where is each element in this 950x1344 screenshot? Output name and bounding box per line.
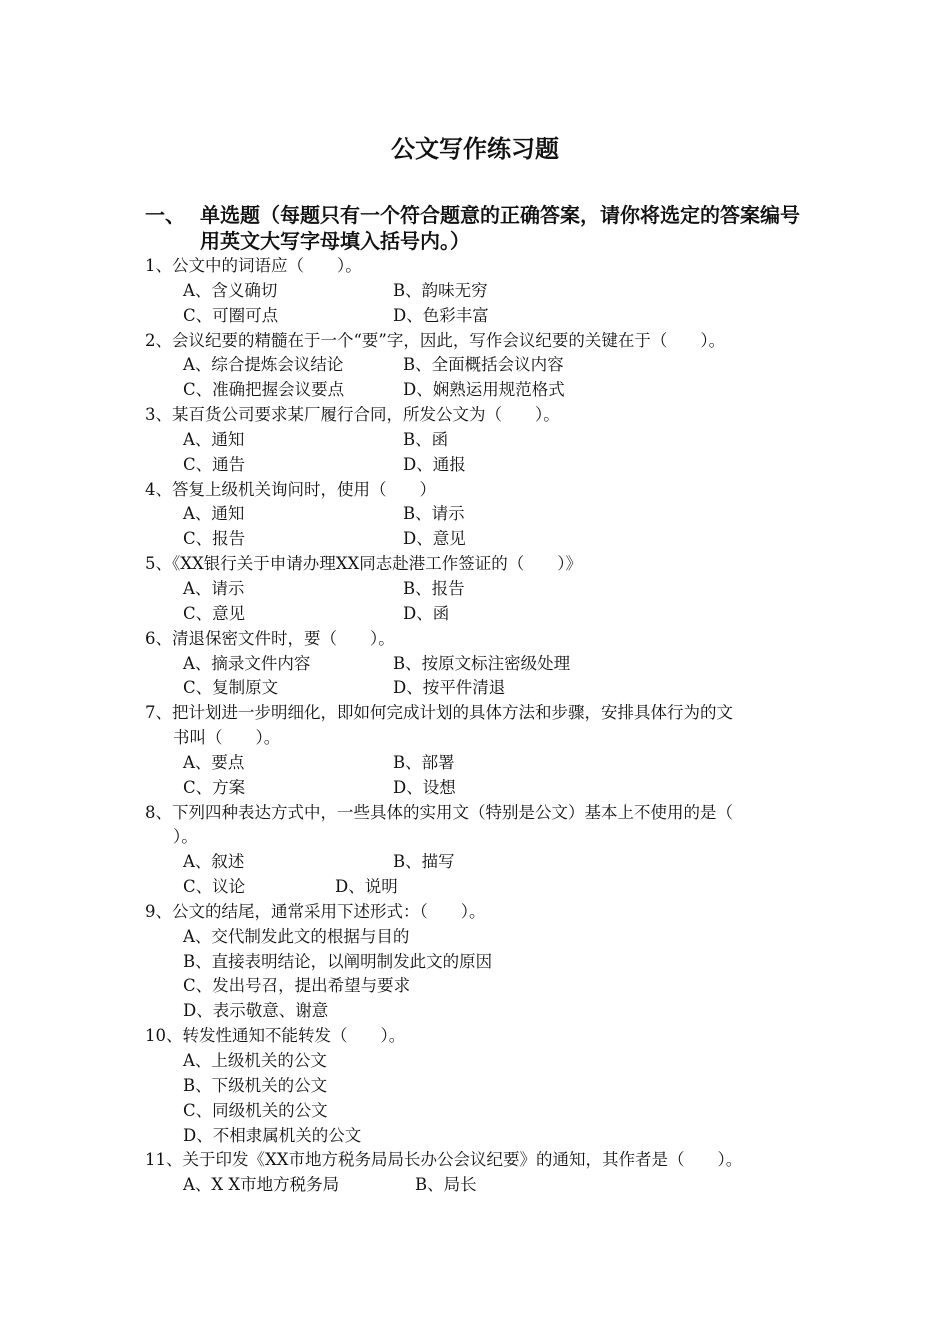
question-1: 1、公文中的词语应（ ）。 — [145, 256, 362, 275]
option-d: D、通报 — [403, 454, 466, 474]
option-a: A、通知 — [183, 429, 245, 449]
option-b: B、按原文标注密级处理 — [393, 653, 571, 673]
option-a: A、综合提炼会议结论 — [183, 355, 344, 375]
option-b: B、直接表明结论，以阐明制发此文的原因 — [183, 951, 493, 971]
option-b: B、请示 — [403, 504, 465, 524]
question-list — [145, 254, 810, 1198]
option-a: A、交代制发此文的根据与目的 — [183, 926, 410, 946]
question-8-continuation: ）。 — [173, 827, 198, 847]
question-7-continuation: 书叫（ ）。 — [173, 728, 281, 748]
section-number: 一、 — [145, 203, 185, 227]
option-a: A、含义确切 — [183, 280, 278, 300]
options-row — [145, 279, 810, 304]
option-d: D、色彩丰富 — [393, 305, 489, 325]
option-a: A、请示 — [183, 578, 245, 598]
option-b: B、下级机关的公文 — [183, 1075, 328, 1095]
options-row — [145, 602, 810, 627]
section-text: 单选题（每题只有一个符合题意的正确答案，请你将选定的答案编号用英文大写字母填入括号内。） — [200, 203, 800, 253]
options-row — [145, 652, 810, 677]
options-row — [145, 353, 810, 378]
option-b: B、报告 — [403, 578, 465, 598]
options-row — [145, 453, 810, 478]
options-row — [145, 751, 810, 776]
question-2: 2、会议纪要的精髓在于一个“要”字，因此，写作会议纪要的关键在于（ ）。 — [145, 330, 726, 350]
option-c: C、意见 — [183, 603, 246, 623]
option-c: C、复制原文 — [183, 678, 279, 698]
option-c: C、报告 — [183, 529, 246, 549]
option-a: A、X X市地方税务局 — [183, 1175, 340, 1195]
option-a: A、要点 — [183, 752, 245, 772]
option-c: C、通告 — [183, 454, 246, 474]
question-9: 9、公文的结尾，通常采用下述形式：（ ）。 — [145, 901, 486, 921]
option-b: B、部署 — [393, 752, 455, 772]
question-8: 8、下列四种表达方式中，一些具体的实用文（特别是公文）基本上不使用的是（ — [145, 802, 733, 822]
options-row — [145, 1173, 810, 1198]
option-d: D、函 — [403, 603, 450, 623]
option-b: B、局长 — [415, 1175, 477, 1195]
question-10: 10、转发性通知不能转发（ ）。 — [145, 1026, 406, 1046]
options-row — [145, 502, 810, 527]
option-d: D、按平件清退 — [393, 678, 506, 698]
option-c: C、准确把握会议要点 — [183, 380, 345, 400]
option-d: D、表示敬意、谢意 — [183, 1001, 329, 1021]
option-d: D、娴熟运用规范格式 — [403, 380, 565, 400]
option-b: B、函 — [403, 429, 449, 449]
question-4: 4、答复上级机关询问时，使用（ ） — [145, 479, 436, 499]
question-6: 6、清退保密文件时，要（ ）。 — [145, 628, 395, 648]
option-d: D、设想 — [393, 777, 456, 797]
option-d: D、意见 — [403, 529, 466, 549]
option-a: A、叙述 — [183, 852, 245, 872]
options-row — [145, 577, 810, 602]
option-b: B、全面概括会议内容 — [403, 355, 564, 375]
option-d: D、说明 — [335, 877, 398, 897]
option-c: C、议论 — [183, 877, 246, 897]
option-c: C、方案 — [183, 777, 246, 797]
options-row — [145, 676, 810, 701]
options-row — [145, 875, 810, 900]
option-c: C、同级机关的公文 — [183, 1100, 328, 1120]
page-title: 公文写作练习题 — [391, 135, 559, 163]
question-3: 3、某百货公司要求某厂履行合同，所发公文为（ ）。 — [145, 405, 560, 425]
option-a: A、通知 — [183, 504, 245, 524]
option-b: B、描写 — [393, 852, 455, 872]
options-row — [145, 378, 810, 403]
question-11: 11、关于印发《XX市地方税务局局长办公会议纪要》的通知，其作者是（ ）。 — [145, 1150, 743, 1170]
options-row — [145, 428, 810, 453]
option-b: B、韵味无穷 — [393, 280, 488, 300]
options-row — [145, 776, 810, 801]
options-row — [145, 527, 810, 552]
options-row — [145, 850, 810, 875]
option-a: A、上级机关的公文 — [183, 1051, 327, 1070]
question-7: 7、把计划进一步明细化，即如何完成计划的具体方法和步骤，安排具体行为的文 — [145, 703, 733, 723]
option-c: C、发出号召，提出希望与要求 — [183, 976, 411, 996]
option-d: D、不相隶属机关的公文 — [183, 1125, 362, 1145]
option-a: A、摘录文件内容 — [183, 653, 311, 673]
option-c: C、可圈可点 — [183, 305, 279, 325]
options-row — [145, 304, 810, 329]
question-5: 5、《XX银行关于申请办理XX同志赴港工作签证的（ ）》 — [145, 554, 582, 574]
